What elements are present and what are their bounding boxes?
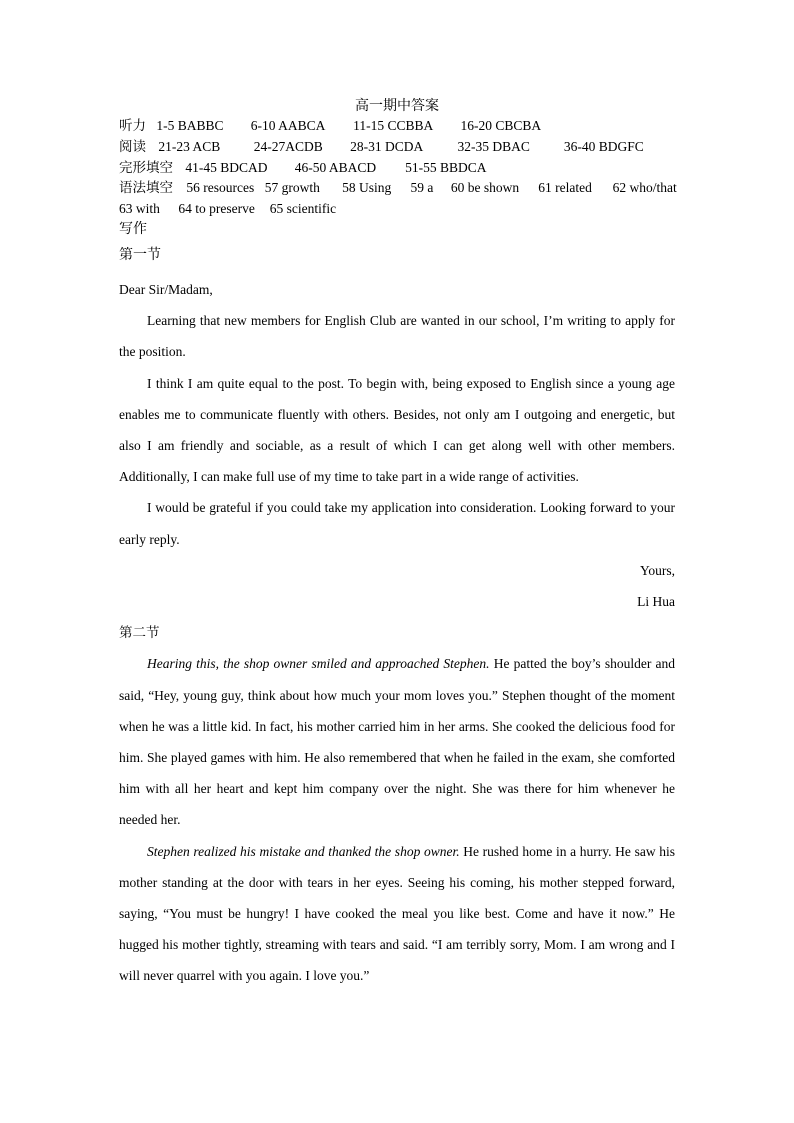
answer-sheet xyxy=(119,98,675,992)
grammar-answers-cont xyxy=(119,199,675,220)
answer-group: 36-40 BDGFC xyxy=(563,138,644,154)
letter-paragraph: I think I am quite equal to the post. To begin with, being exposed to English since a young age enables me to communicate fluently with others. Besides, not only am I outgoing and energetic, but also I am friendly and sociable, as a result of which I can get along well with other members. Additionally, I can make full use of my time to take part in a wide range of activities. xyxy=(119,375,675,485)
answer-group: 1-5 BABBC xyxy=(156,118,224,133)
letter-paragraph: Learning that new members for English Club are wanted in our school, I’m writing to apply for the position. xyxy=(119,313,675,360)
grammar-label: 语法填空 xyxy=(119,180,173,196)
answer-group: 11-15 CCBBA xyxy=(353,118,434,133)
closing: Yours, xyxy=(639,562,675,578)
letter-paragraph: I would be grateful if you could take my application into consideration. Looking forward to your early reply. xyxy=(119,500,675,547)
answer-item: 58 Using xyxy=(342,180,392,196)
listening-answers xyxy=(119,116,675,137)
answer-group: 41-45 BDCAD xyxy=(185,159,268,175)
signature: Li Hua xyxy=(637,594,675,610)
page-title: 高一期中答案 xyxy=(355,99,439,114)
story-paragraph xyxy=(119,836,675,992)
salutation: Dear Sir/Madam, xyxy=(119,281,213,297)
story-paragraph xyxy=(119,648,675,835)
answer-item: 59 a xyxy=(410,180,434,196)
answer-group: 21-23 ACB xyxy=(158,138,221,154)
reading-answers xyxy=(119,137,675,158)
answer-group: 6-10 AABCA xyxy=(250,118,326,133)
listening-label: 听力 xyxy=(119,118,146,133)
story-text: He patted the boy’s shoulder and said, “Hey, young guy, think about how much your mom loves you.” Stephen thought of the moment when he was a little kid. In fact, his mother carried him in her arms. She cooked the delicious food for him. She played games with him. He also remembered that when he failed in the exam, she comforted him with all her heart and kept him company over the night. She was there for him whenever he needed her. xyxy=(119,656,675,828)
writing-heading: 写作 xyxy=(119,221,147,237)
grammar-answers xyxy=(119,178,675,199)
answer-group: 51-55 BBDCA xyxy=(405,159,487,175)
answer-item: 64 to preserve xyxy=(178,201,255,217)
answer-group: 32-35 DBAC xyxy=(457,138,530,154)
answer-item: 62 who/that xyxy=(612,180,677,196)
answer-item: 56 resources xyxy=(186,180,255,196)
answer-group: 28-31 DCDA xyxy=(350,138,424,154)
answer-item: 61 related xyxy=(538,180,592,196)
answer-group: 24-27ACDB xyxy=(253,138,323,154)
reading-label: 阅读 xyxy=(119,138,146,154)
answer-item: 63 with xyxy=(119,201,160,217)
answer-item: 60 be shown xyxy=(450,180,520,196)
answer-item: 57 growth xyxy=(264,180,320,196)
cloze-label: 完形填空 xyxy=(119,159,173,175)
section2-heading: 第二节 xyxy=(119,625,160,641)
given-opening-sentence: Stephen realized his mistake and thanked the shop owner. xyxy=(147,843,460,859)
answer-group: 46-50 ABACD xyxy=(294,159,377,175)
answer-item: 65 scientific xyxy=(269,201,337,217)
answer-group: 16-20 CBCBA xyxy=(460,118,542,133)
section1-heading: 第一节 xyxy=(119,247,161,263)
story-text: He rushed home in a hurry. He saw his mother standing at the door with tears in her eyes. Seeing his coming, his mother stepped forward, saying, “You must be hungry! I have cooked the meal you like best. Come and have it now.” He hugged his mother tightly, streaming with tears and said. “I am terribly sorry, Mom. I am wrong and I will never quarrel with you again. I love you.” xyxy=(119,843,675,984)
given-opening-sentence: Hearing this, the shop owner smiled and approached Stephen. xyxy=(147,656,490,672)
cloze-answers xyxy=(119,158,675,179)
